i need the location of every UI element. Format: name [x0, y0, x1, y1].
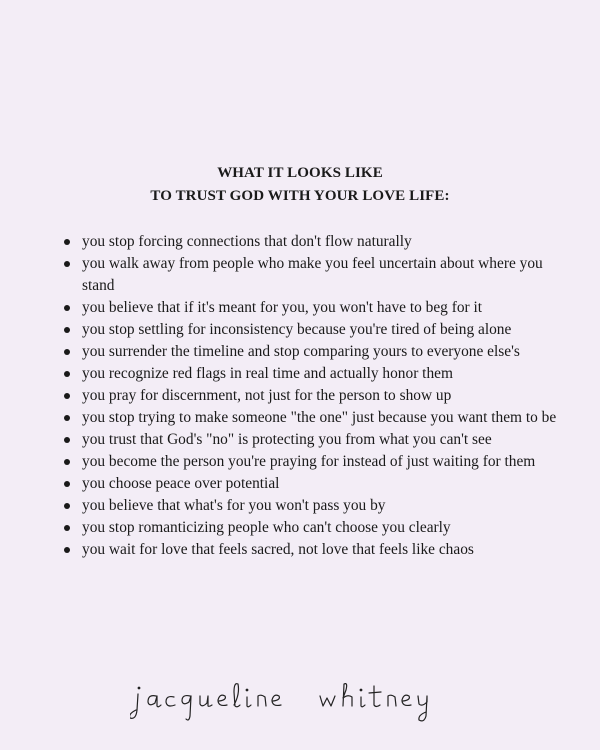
signature-graphic: [130, 676, 470, 726]
list-item: you stop trying to make someone "the one" just because you want them to be: [62, 407, 562, 429]
list-item: you choose peace over potential: [62, 473, 562, 495]
list-item: you surrender the timeline and stop comparing yours to everyone else's: [62, 341, 562, 363]
list-item: you believe that what's for you won't pass you by: [62, 495, 562, 517]
list-item: you stop forcing connections that don't flow naturally: [62, 231, 562, 253]
list-item: you recognize red flags in real time and actually honor them: [62, 363, 562, 385]
list-item: you trust that God's "no" is protecting you from what you can't see: [62, 429, 562, 451]
list-item: you believe that if it's meant for you, you won't have to beg for it: [62, 297, 562, 319]
title-line-1: WHAT IT LOOKS LIKE: [217, 165, 383, 181]
title-line-2: TO TRUST GOD WITH YOUR LOVE LIFE:: [150, 188, 450, 204]
page-title: [0, 162, 600, 208]
list-item: you walk away from people who make you feel uncertain about where you stand: [62, 253, 562, 297]
list-item: you stop romanticizing people who can't choose you clearly: [62, 517, 562, 539]
list-item: you wait for love that feels sacred, not love that feels like chaos: [62, 539, 562, 561]
bullet-list: [62, 231, 562, 561]
list-item: you become the person you're praying for instead of just waiting for them: [62, 451, 562, 473]
list-item: you stop settling for inconsistency because you're tired of being alone: [62, 319, 562, 341]
signature: [130, 676, 470, 726]
list-item: you pray for discernment, not just for the person to show up: [62, 385, 562, 407]
